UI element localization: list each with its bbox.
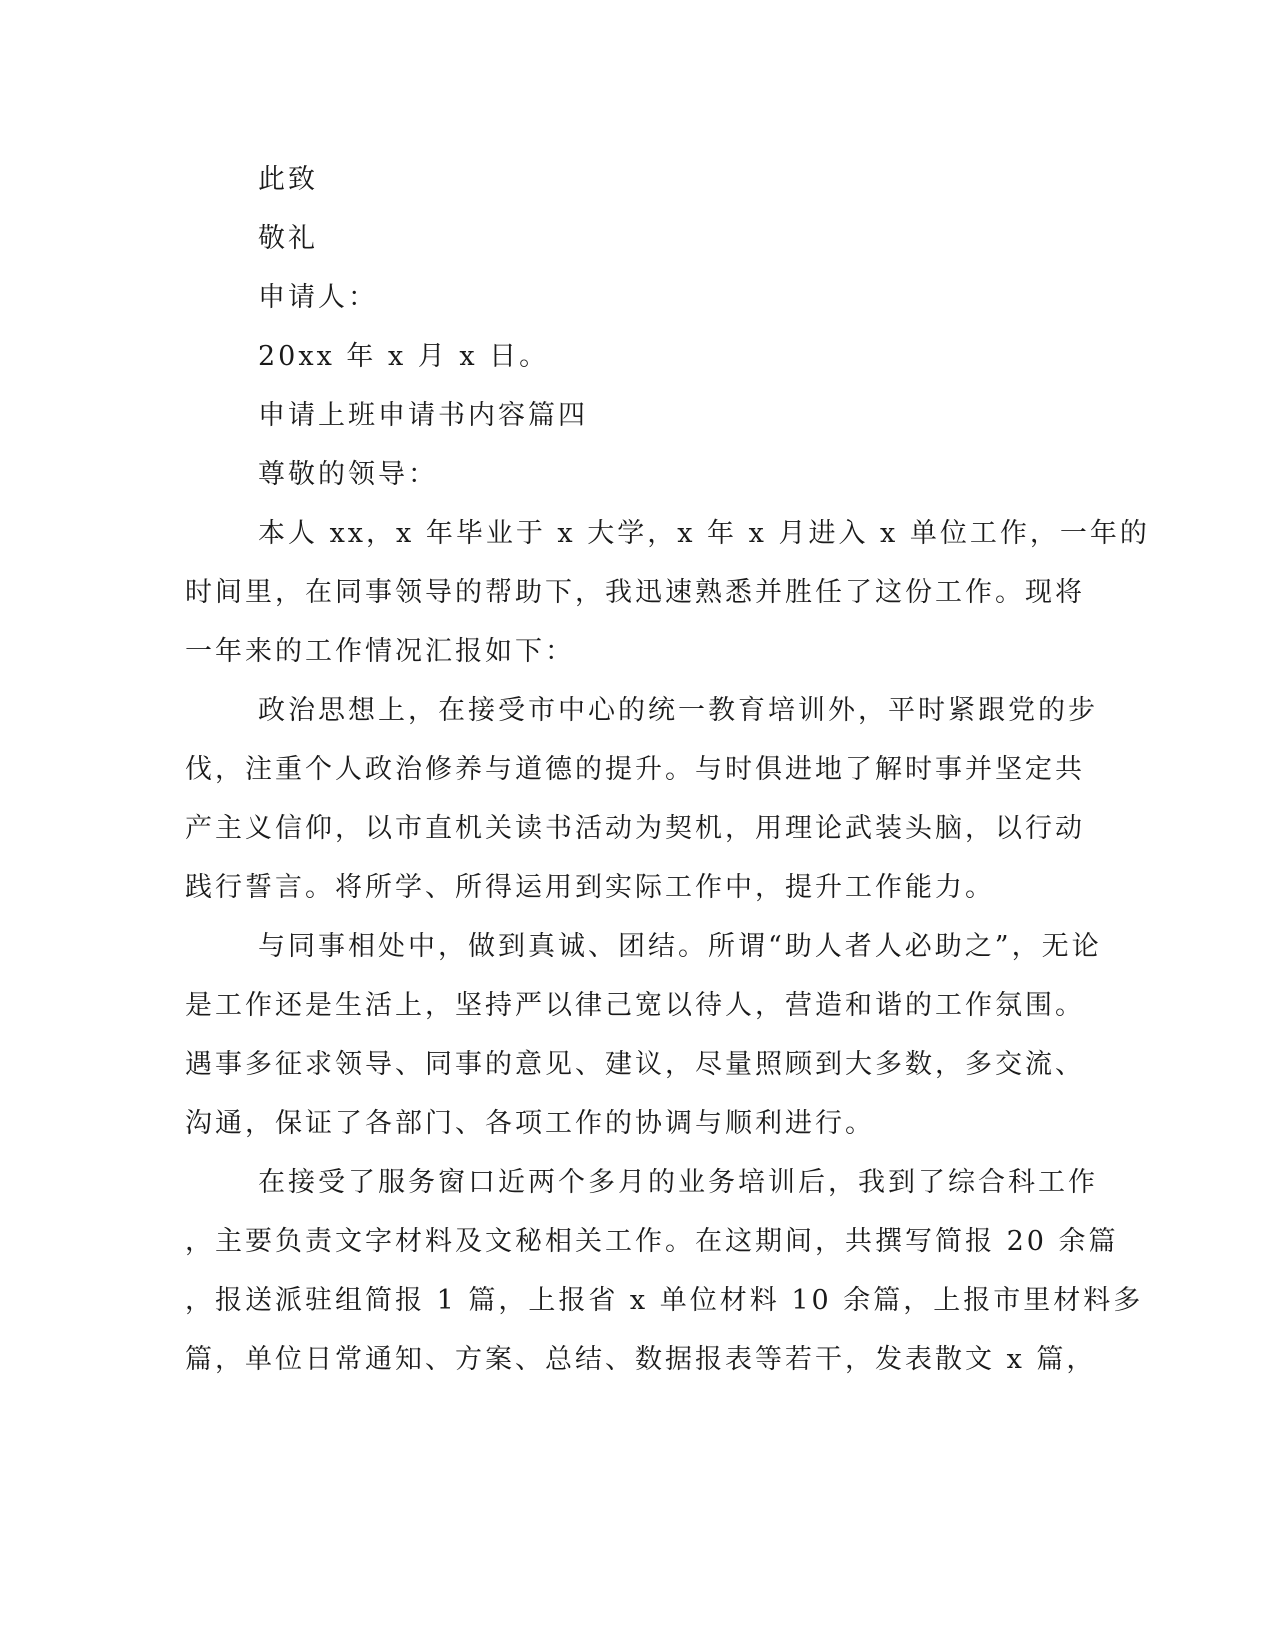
section-heading: 申请上班申请书内容篇四: [258, 400, 588, 431]
paragraph-intro-line-2: 时间里，在同事领导的帮助下，我迅速熟悉并胜任了这份工作。现将: [185, 577, 1085, 608]
closing-line-cizhi: 此致: [258, 164, 318, 195]
paragraph-politics-line-1: 政治思想上，在接受市中心的统一教育培训外，平时紧跟党的步: [258, 695, 1098, 726]
date-line: 20xx 年 x 月 x 日。: [258, 341, 550, 372]
paragraph-work-line-3: ，报送派驻组简报 1 篇，上报省 x 单位材料 10 余篇，上报市里材料多: [185, 1285, 1144, 1316]
applicant-label: 申请人：: [258, 282, 378, 313]
paragraph-politics-line-3: 产主义信仰，以市直机关读书活动为契机，用理论武装头脑，以行动: [185, 813, 1085, 844]
paragraph-work-line-1: 在接受了服务窗口近两个多月的业务培训后，我到了综合科工作: [258, 1167, 1098, 1198]
paragraph-intro-line-3: 一年来的工作情况汇报如下：: [185, 636, 575, 667]
paragraph-colleagues-line-2: 是工作还是生活上，坚持严以律己宽以待人，营造和谐的工作氛围。: [185, 990, 1085, 1021]
closing-line-jingli: 敬礼: [258, 223, 318, 254]
paragraph-colleagues-line-1: 与同事相处中，做到真诚、团结。所谓“助人者人必助之”，无论: [258, 931, 1102, 962]
paragraph-work-line-4: 篇，单位日常通知、方案、总结、数据报表等若干，发表散文 x 篇，: [185, 1344, 1097, 1375]
paragraph-intro-line-1: 本人 xx，x 年毕业于 x 大学，x 年 x 月进入 x 单位工作，一年的: [258, 518, 1150, 549]
paragraph-colleagues-line-4: 沟通，保证了各部门、各项工作的协调与顺利进行。: [185, 1108, 875, 1139]
paragraph-politics-line-4: 践行誓言。将所学、所得运用到实际工作中，提升工作能力。: [185, 872, 995, 903]
salutation: 尊敬的领导：: [258, 459, 438, 490]
paragraph-colleagues-line-3: 遇事多征求领导、同事的意见、建议，尽量照顾到大多数，多交流、: [185, 1049, 1085, 1080]
paragraph-work-line-2: ，主要负责文字材料及文秘相关工作。在这期间，共撰写简报 20 余篇: [185, 1226, 1119, 1257]
paragraph-politics-line-2: 伐，注重个人政治修养与道德的提升。与时俱进地了解时事并坚定共: [185, 754, 1085, 785]
